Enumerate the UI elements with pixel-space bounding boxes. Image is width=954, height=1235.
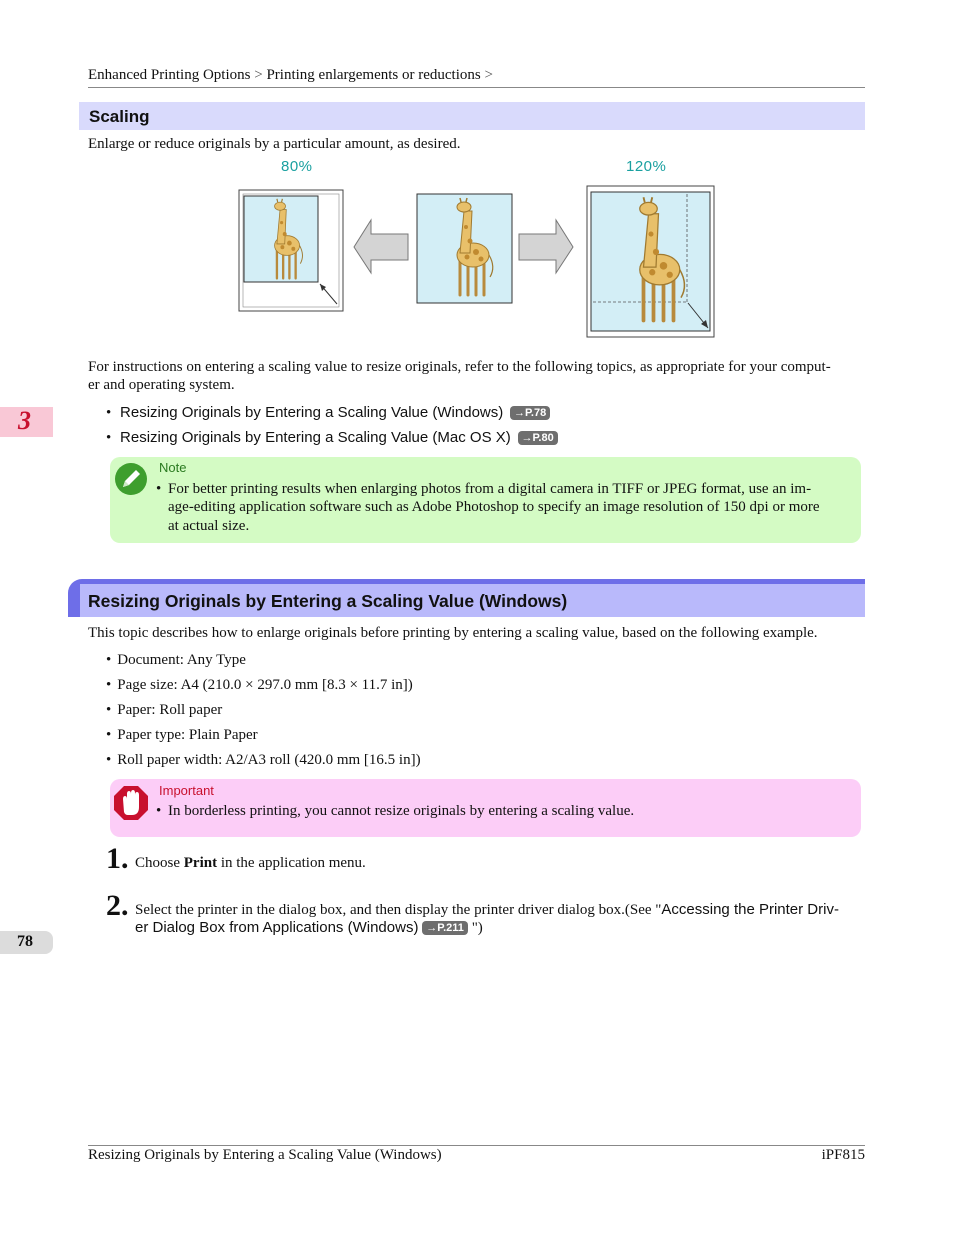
footer-right: iPF815	[821, 1147, 865, 1163]
example-page-size: Page size: A4 (210.0 × 297.0 mm [8.3 × 11.7 in])	[117, 677, 413, 693]
footer-left: Resizing Originals by Entering a Scaling Value (Windows)	[88, 1147, 442, 1163]
step-1-post: in the application menu.	[217, 855, 366, 871]
important-box	[110, 779, 861, 837]
step-1-text	[135, 854, 366, 872]
step-2-text: Select the printer in the dialog box, and then display the printer driver dialog box.(See "	[135, 902, 662, 918]
header-rule	[88, 87, 865, 88]
topic-heading-bar	[80, 584, 865, 617]
important-text: In borderless printing, you cannot resize originals by entering a scaling value.	[168, 803, 635, 819]
list-item: • Paper: Roll paper	[106, 702, 223, 718]
breadcrumb-separator: >	[254, 67, 263, 83]
page-number-tab	[0, 931, 53, 954]
list-item	[106, 429, 558, 447]
step-number: 2.	[106, 889, 129, 922]
chapter-tab[interactable]	[0, 407, 53, 437]
example-document: Document: Any Type	[117, 652, 246, 668]
page-ref-badge[interactable]: →P.80	[518, 431, 558, 445]
list-item: • Page size: A4 (210.0 × 297.0 mm [8.3 × 11.7 in])	[106, 677, 413, 693]
chapter-number: 3	[18, 406, 31, 435]
note-line2: age-editing application software such as Adobe Photoshop to specify an image resolution of 150 dpi or more	[168, 499, 820, 515]
scaling-illustration	[236, 180, 718, 342]
topic-heading	[68, 579, 865, 617]
dialog-link[interactable]: Accessing the Printer Driv-	[661, 901, 839, 918]
list-item: • Roll paper width: A2/A3 roll (420.0 mm [16.5 in])	[106, 752, 421, 768]
stop-hand-icon	[113, 785, 149, 821]
instructions-line2: er and operating system.	[88, 377, 235, 393]
note-line1: For better printing results when enlarging photos from a digital camera in TIFF or JPEG format, use an im-	[168, 481, 812, 497]
page-ref-badge[interactable]: →P.78	[510, 406, 550, 420]
step-number: 1.	[106, 842, 129, 875]
section-title: Scaling	[89, 107, 150, 126]
breadcrumb	[88, 67, 493, 84]
breadcrumb-item[interactable]: Printing enlargements or reductions	[266, 67, 481, 83]
example-paper: Paper: Roll paper	[117, 702, 223, 718]
step-1-pre: Choose	[135, 855, 184, 871]
figure-label-120: 120%	[626, 158, 667, 175]
topic-link-windows[interactable]: Resizing Originals by Entering a Scaling Value (Windows)	[120, 404, 504, 421]
note-line3: at actual size.	[168, 518, 250, 534]
step-2-end: ")	[467, 920, 483, 936]
page-ref-badge[interactable]: →P.211	[422, 921, 468, 935]
step-2-line1	[135, 901, 839, 919]
section-heading	[79, 102, 865, 130]
topic-intro: This topic describes how to enlarge originals before printing by entering a scaling value, based on the following example.	[88, 625, 818, 641]
bullet-dot: •	[156, 481, 162, 497]
list-item: • Document: Any Type	[106, 652, 246, 668]
bullet-dot: •	[156, 803, 162, 819]
bullet-dot: •	[106, 430, 112, 446]
figure-label-80: 80%	[281, 158, 313, 175]
bullet-dot: •	[106, 405, 112, 421]
topic-title: Resizing Originals by Entering a Scaling Value (Windows)	[88, 591, 568, 611]
list-item	[106, 404, 550, 422]
note-label: Note	[159, 460, 187, 475]
print-menu-label: Print	[183, 855, 218, 871]
step-2-line2	[135, 919, 483, 937]
breadcrumb-separator: >	[484, 67, 493, 83]
list-item: • Paper type: Plain Paper	[106, 727, 258, 743]
section-intro: Enlarge or reduce originals by a particular amount, as desired.	[88, 136, 461, 152]
breadcrumb-item[interactable]: Enhanced Printing Options	[88, 67, 251, 83]
important-label: Important	[159, 783, 214, 798]
dialog-link[interactable]: er Dialog Box from Applications (Windows)	[135, 919, 419, 936]
note-box	[110, 457, 861, 543]
example-roll-width: Roll paper width: A2/A3 roll (420.0 mm [16.5 in])	[117, 752, 421, 768]
example-paper-type: Paper type: Plain Paper	[117, 727, 258, 743]
topic-link-macos[interactable]: Resizing Originals by Entering a Scaling Value (Mac OS X)	[120, 429, 511, 446]
page-number: 78	[17, 933, 33, 950]
instructions-line1: For instructions on entering a scaling value to resize originals, refer to the following topics, as appropriate for your comput-	[88, 359, 831, 375]
pencil-note-icon	[114, 462, 148, 496]
